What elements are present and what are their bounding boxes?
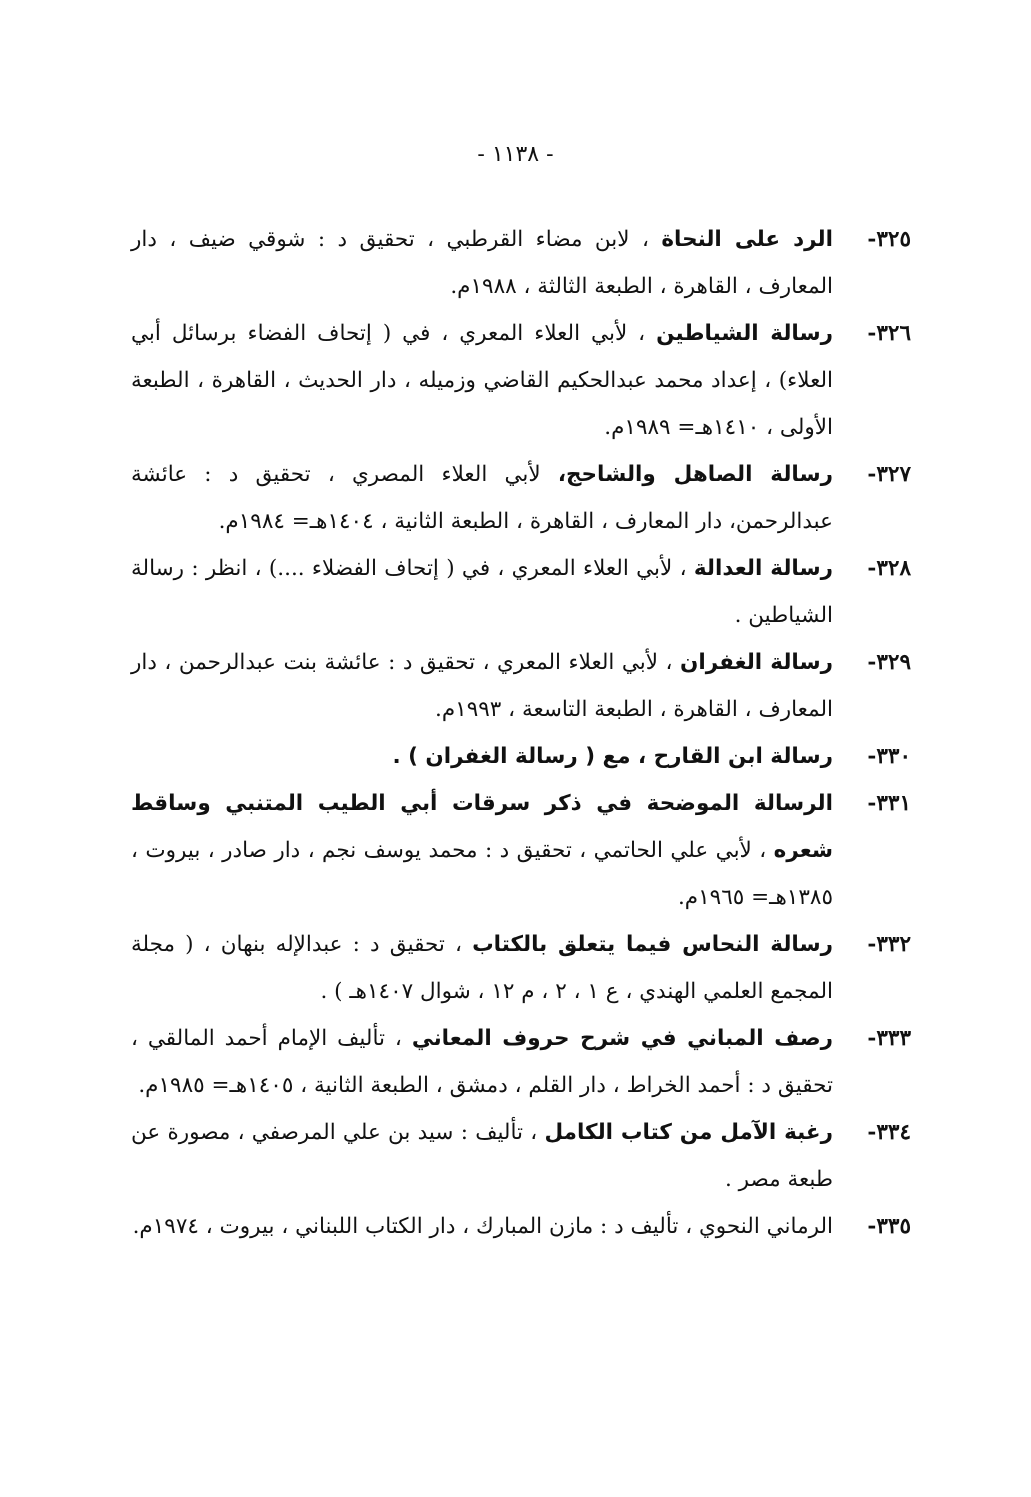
entry-number: ٣٢٥- <box>867 227 911 252</box>
entry-number: ٣٢٩- <box>867 650 911 675</box>
entry-number: ٣٣٠- <box>867 744 911 769</box>
bibliography-entry <box>131 310 911 451</box>
entry-title: رغبة الآمل من كتاب الكامل <box>544 1120 833 1145</box>
entry-number: ٣٣٥- <box>867 1214 911 1239</box>
entry-title: رسالة ابن القارح ، مع ( رسالة الغفران ) . <box>392 744 833 769</box>
bibliography-entry <box>131 639 911 733</box>
bibliography-entry <box>131 780 911 921</box>
entry-number: ٣٢٨- <box>867 556 911 581</box>
entry-title: الرسالة الموضحة في ذكر سرقات أبي الطيب المتنبي وساقط شعره <box>131 791 833 863</box>
bibliography-entry <box>131 921 911 1015</box>
entry-title: رسالة العدالة <box>693 556 834 581</box>
entry-details: ، لأبي العلاء المعري ، تحقيق د : عائشة بنت عبدالرحمن ، دار المعارف ، القاهرة ، الطبعة التاسعة ، ١٩٩٣م. <box>131 650 833 722</box>
entry-number: ٣٢٧- <box>867 462 911 487</box>
entry-details: ، لأبي علي الحاتمي ، تحقيق د : محمد يوسف نجم ، دار صادر ، بيروت ، ١٣٨٥هـ= ١٩٦٥م. <box>131 838 833 910</box>
entry-number: ٣٣٤- <box>867 1120 911 1145</box>
bibliography-entry <box>131 545 911 639</box>
entry-title: رسالة الصاهل والشاحج، <box>557 462 833 487</box>
bibliography-entry <box>131 216 911 310</box>
entry-details: ، تأليف الإمام أحمد المالقي ، تحقيق د : أحمد الخراط ، دار القلم ، دمشق ، الطبعة الثانية ، ١٤٠٥هـ= ١٩٨٥م. <box>131 1026 833 1098</box>
bibliography-entry <box>131 451 911 545</box>
entry-title: رسالة الشياطين <box>656 321 833 346</box>
entry-title: رسالة الغفران <box>680 650 834 675</box>
entry-number: ٣٣٣- <box>867 1026 911 1051</box>
bibliography-list <box>131 216 911 1250</box>
entry-details: ، لأبي العلاء المعري ، في ( إتحاف الفضلاء ....) ، انظر : رسالة الشياطين . <box>131 556 833 628</box>
entry-details: ، لابن مضاء القرطبي ، تحقيق د : شوقي ضيف ، دار المعارف ، القاهرة ، الطبعة الثالثة ، ١٩٨٨م. <box>131 227 833 299</box>
bibliography-entry <box>131 1203 911 1250</box>
entry-number: ٣٣٢- <box>867 932 911 957</box>
entry-details: الرماني النحوي ، تأليف د : مازن المبارك ، دار الكتاب اللبناني ، بيروت ، ١٩٧٤م. <box>132 1214 833 1239</box>
entry-title: الرد على النحاة <box>661 227 833 252</box>
entry-details: ، تحقيق د : عبدالإله بنهان ، ( مجلة المجمع العلمي الهندي ، ع ١ ، ٢ ، م ١٢ ، شوال ١٤٠٧هـ ) . <box>131 932 833 1004</box>
entry-number: ٣٢٦- <box>867 321 911 346</box>
entry-details: لأبي العلاء المصري ، تحقيق د : عائشة عبدالرحمن، دار المعارف ، القاهرة ، الطبعة الثانية ، ١٤٠٤هـ= ١٩٨٤م. <box>131 462 833 534</box>
entry-title: رسالة النحاس فيما يتعلق بالكتاب <box>472 932 834 957</box>
entry-details: ، تأليف : سيد بن علي المرصفي ، مصورة عن طبعة مصر . <box>131 1120 833 1192</box>
bibliography-entry <box>131 733 911 780</box>
entry-details: ، لأبي العلاء المعري ، في ( إتحاف الفضاء برسائل أبي العلاء) ، إعداد محمد عبدالحكيم القاضي وزميله ، دار الحديث ، القاهرة ، الطبعة الأولى ، ١٤١٠هـ= ١٩٨٩م. <box>131 321 833 440</box>
entry-title: رصف المباني في شرح حروف المعاني <box>411 1026 834 1051</box>
page-number: - ١١٣٨ - <box>477 142 554 167</box>
entry-number: ٣٣١- <box>867 791 911 816</box>
bibliography-entry <box>131 1109 911 1203</box>
bibliography-entry <box>131 1015 911 1109</box>
